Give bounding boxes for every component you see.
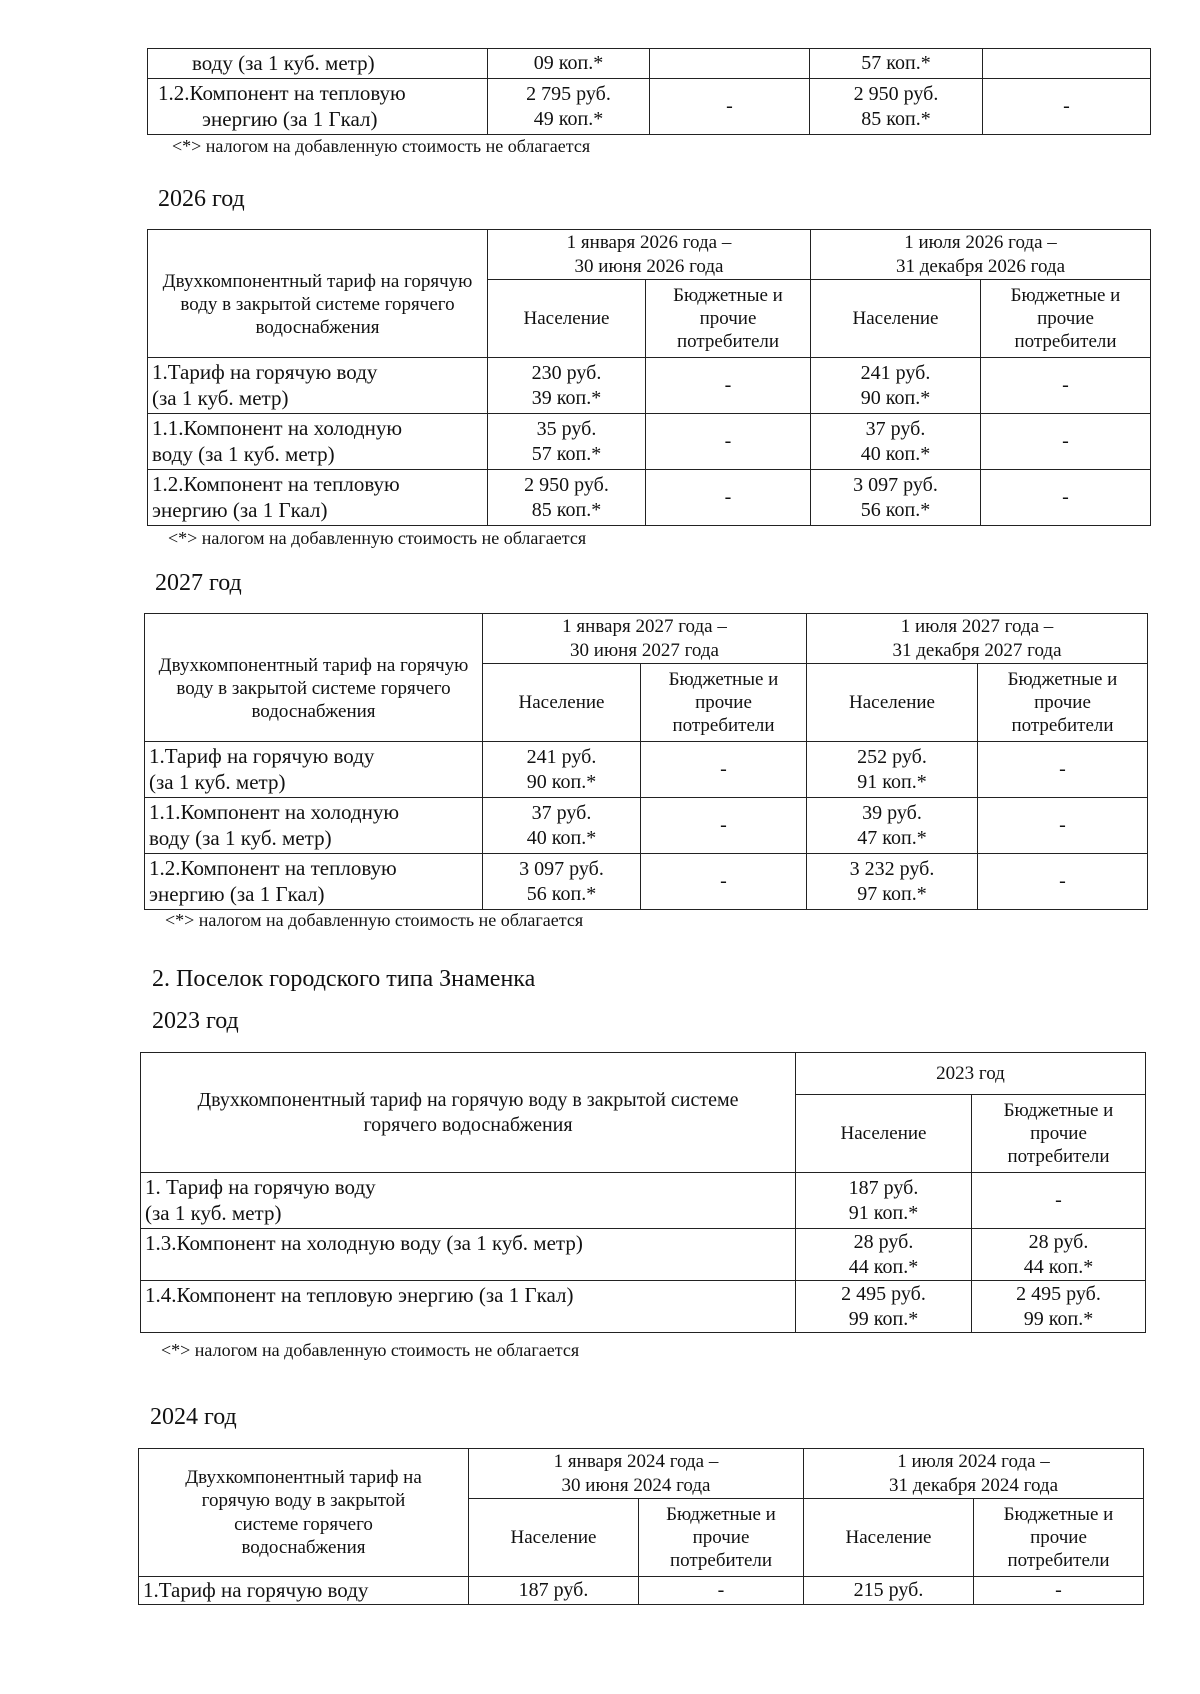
column-header-population: Население	[804, 1499, 974, 1577]
population-value: 252 руб. 91 коп.*	[807, 742, 978, 798]
vat-note: <*> налогом на добавленную стоимость не облагается	[172, 136, 591, 156]
budget-value: -	[981, 470, 1151, 526]
population-value: 2 495 руб. 99 коп.*	[796, 1281, 972, 1333]
population-value: 2 950 руб. 85 коп.*	[488, 470, 646, 526]
budget-value: -	[646, 358, 811, 414]
population-value: 230 руб. 39 коп.*	[488, 358, 646, 414]
budget-value: -	[978, 742, 1148, 798]
row-label: 1.2.Компонент на тепловую энергию (за 1 Гкал)	[148, 79, 488, 135]
row-label: 1.Тариф на горячую воду (за 1 куб. метр)	[148, 358, 488, 414]
population-value: 2 950 руб. 85 коп.*	[810, 79, 983, 135]
budget-value: -	[981, 414, 1151, 470]
column-header-budget: Бюджетные и прочие потребители	[639, 1499, 804, 1577]
table-row	[148, 79, 1151, 135]
population-value: 28 руб. 44 коп.*	[796, 1229, 972, 1281]
year-heading: 2027 год	[155, 570, 242, 596]
budget-value: -	[978, 854, 1148, 910]
population-value: 215 руб.	[804, 1577, 974, 1605]
row-label: воду (за 1 куб. метр)	[148, 49, 488, 79]
population-value: 09 коп.*	[488, 49, 650, 79]
year-heading: 2024 год	[150, 1404, 237, 1430]
period-header: 2023 год	[796, 1053, 1146, 1095]
column-header-population: Население	[807, 664, 978, 742]
population-value: 187 руб. 91 коп.*	[796, 1173, 972, 1229]
column-header-population: Население	[483, 664, 641, 742]
row-label: 1.Тариф на горячую воду (за 1 куб. метр)	[145, 742, 483, 798]
tariff-table-2024	[138, 1448, 1144, 1605]
table-row	[141, 1229, 1146, 1281]
period-header: 1 января 2024 года – 30 июня 2024 года	[469, 1449, 804, 1499]
year-heading: 2026 год	[158, 186, 245, 212]
column-header-population: Население	[796, 1095, 972, 1173]
period-header: 1 июля 2027 года – 31 декабря 2027 года	[807, 614, 1148, 664]
budget-value: -	[981, 358, 1151, 414]
column-header-population: Население	[488, 280, 646, 358]
column-header-budget: Бюджетные и прочие потребители	[972, 1095, 1146, 1173]
period-header: 1 июля 2024 года – 31 декабря 2024 года	[804, 1449, 1144, 1499]
header-label: Двухкомпонентный тариф на горячую воду в закрытой системе горячего водоснабжения	[148, 230, 488, 358]
row-label: 1.3.Компонент на холодную воду (за 1 куб. метр)	[141, 1229, 796, 1281]
population-value: 37 руб. 40 коп.*	[811, 414, 981, 470]
header-label: Двухкомпонентный тариф на горячую воду в закрытой системе горячего водоснабжения	[141, 1053, 796, 1173]
population-value: 3 097 руб. 56 коп.*	[483, 854, 641, 910]
tariff-table-2027	[144, 613, 1148, 910]
table-row	[148, 414, 1151, 470]
budget-value: -	[641, 742, 807, 798]
budget-value: -	[978, 798, 1148, 854]
column-header-budget: Бюджетные и прочие потребители	[641, 664, 807, 742]
row-label: 1.2.Компонент на тепловую энергию (за 1 Гкал)	[145, 854, 483, 910]
column-header-population: Население	[811, 280, 981, 358]
tariff-table-2026	[147, 229, 1151, 526]
table-row	[141, 1173, 1146, 1229]
budget-value: -	[650, 79, 810, 135]
column-header-budget: Бюджетные и прочие потребители	[981, 280, 1151, 358]
budget-value: 2 495 руб. 99 коп.*	[972, 1281, 1146, 1333]
population-value: 3 097 руб. 56 коп.*	[811, 470, 981, 526]
budget-value	[650, 49, 810, 79]
table-row	[148, 470, 1151, 526]
budget-value: -	[646, 414, 811, 470]
tariff-table-continued	[147, 48, 1151, 135]
table-row	[139, 1577, 1144, 1605]
year-heading: 2023 год	[152, 1008, 239, 1034]
budget-value: -	[646, 470, 811, 526]
population-value: 3 232 руб. 97 коп.*	[807, 854, 978, 910]
column-header-budget: Бюджетные и прочие потребители	[974, 1499, 1144, 1577]
population-value: 57 коп.*	[810, 49, 983, 79]
population-value: 2 795 руб. 49 коп.*	[488, 79, 650, 135]
vat-note: <*> налогом на добавленную стоимость не облагается	[168, 528, 587, 548]
row-label: 1.4.Компонент на тепловую энергию (за 1 Гкал)	[141, 1281, 796, 1333]
table-row	[145, 798, 1148, 854]
column-header-budget: Бюджетные и прочие потребители	[978, 664, 1148, 742]
row-label: 1. Тариф на горячую воду (за 1 куб. метр)	[141, 1173, 796, 1229]
row-label: 1.1.Компонент на холодную воду (за 1 куб. метр)	[145, 798, 483, 854]
row-label: 1.2.Компонент на тепловую энергию (за 1 Гкал)	[148, 470, 488, 526]
population-value: 39 руб. 47 коп.*	[807, 798, 978, 854]
budget-value: -	[641, 854, 807, 910]
row-label: 1.1.Компонент на холодную воду (за 1 куб. метр)	[148, 414, 488, 470]
budget-value: -	[983, 79, 1151, 135]
budget-value: -	[972, 1173, 1146, 1229]
section-heading: 2. Поселок городского типа Знаменка	[152, 966, 536, 992]
budget-value: -	[974, 1577, 1144, 1605]
table-row	[148, 358, 1151, 414]
population-value: 187 руб.	[469, 1577, 639, 1605]
budget-value: 28 руб. 44 коп.*	[972, 1229, 1146, 1281]
table-row	[141, 1281, 1146, 1333]
population-value: 35 руб. 57 коп.*	[488, 414, 646, 470]
population-value: 241 руб. 90 коп.*	[811, 358, 981, 414]
table-row	[148, 49, 1151, 79]
table-row	[145, 854, 1148, 910]
tariff-table-2023	[140, 1052, 1146, 1333]
vat-note: <*> налогом на добавленную стоимость не облагается	[161, 1340, 580, 1360]
table-row	[145, 742, 1148, 798]
period-header: 1 июля 2026 года – 31 декабря 2026 года	[811, 230, 1151, 280]
budget-value: -	[639, 1577, 804, 1605]
population-value: 241 руб. 90 коп.*	[483, 742, 641, 798]
header-label: Двухкомпонентный тариф на горячую воду в закрытой системе горячего водоснабжения	[145, 614, 483, 742]
column-header-population: Население	[469, 1499, 639, 1577]
period-header: 1 января 2026 года – 30 июня 2026 года	[488, 230, 811, 280]
header-label: Двухкомпонентный тариф на горячую воду в закрытой системе горячего водоснабжения	[139, 1449, 469, 1577]
row-label: 1.Тариф на горячую воду	[139, 1577, 469, 1605]
period-header: 1 января 2027 года – 30 июня 2027 года	[483, 614, 807, 664]
budget-value	[983, 49, 1151, 79]
vat-note: <*> налогом на добавленную стоимость не облагается	[165, 910, 584, 930]
budget-value: -	[641, 798, 807, 854]
column-header-budget: Бюджетные и прочие потребители	[646, 280, 811, 358]
population-value: 37 руб. 40 коп.*	[483, 798, 641, 854]
